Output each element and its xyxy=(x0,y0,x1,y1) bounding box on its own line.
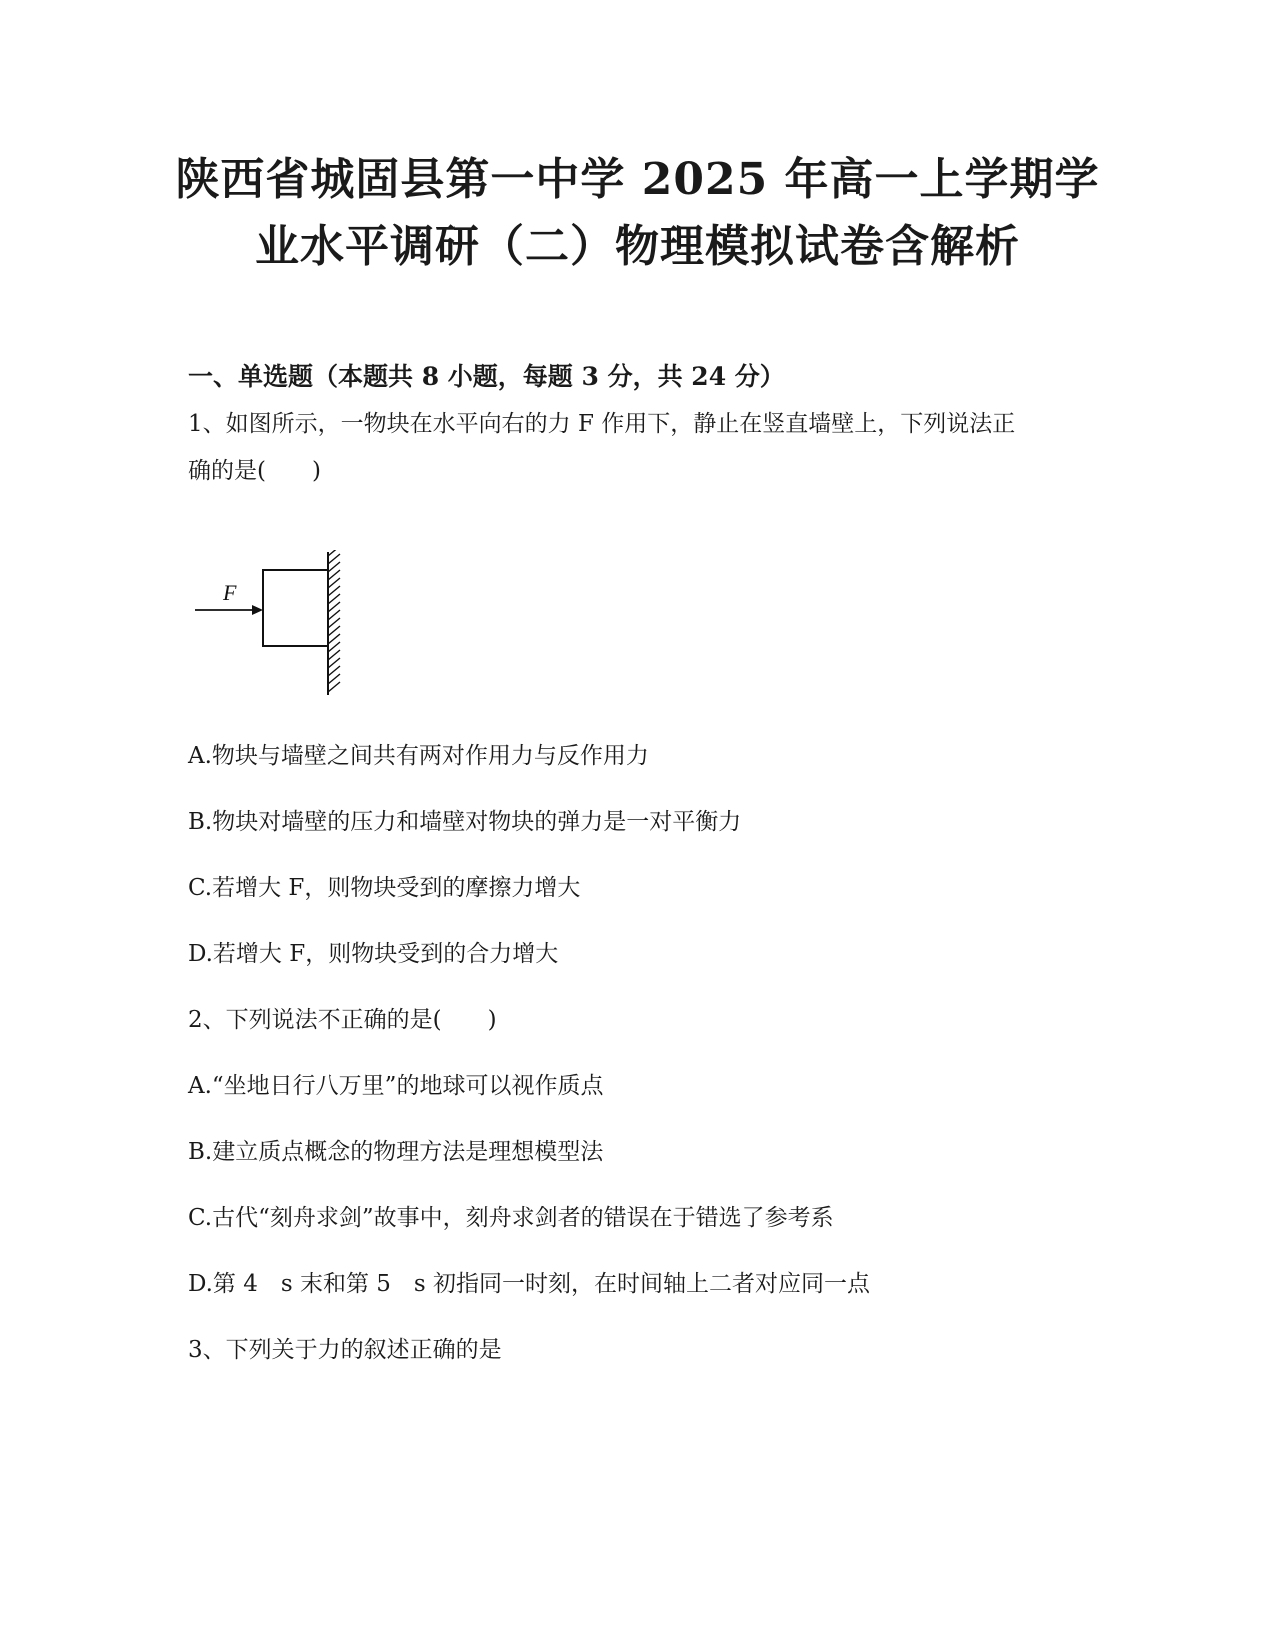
force-label: F xyxy=(223,580,237,605)
q2-option-c: C.古代“刻舟求剑”故事中，刻舟求剑者的错误在于错选了参考系 xyxy=(188,1205,834,1231)
q1-force-diagram xyxy=(195,550,355,700)
q1-option-d: D.若增大 F，则物块受到的合力增大 xyxy=(188,941,559,967)
force-arrow-head xyxy=(252,605,263,615)
q1-stem-line-1: 1、如图所示，一物块在水平向右的力 F 作用下，静止在竖直墙壁上，下列说法正 xyxy=(188,411,1016,437)
section-heading: 一、单选题（本题共 8 小题，每题 3 分，共 24 分） xyxy=(188,362,785,391)
q1-option-b: B.物块对墙壁的压力和墙壁对物块的弹力是一对平衡力 xyxy=(188,809,742,835)
q2-stem: 2、下列说法不正确的是( ) xyxy=(188,1007,497,1033)
wall-hatching xyxy=(328,550,340,692)
q1-option-c: C.若增大 F，则物块受到的摩擦力增大 xyxy=(188,875,581,901)
q3-stem: 3、下列关于力的叙述正确的是 xyxy=(188,1337,502,1363)
q2-option-a: A.“坐地日行八万里”的地球可以视作质点 xyxy=(188,1073,604,1099)
q2-option-b: B.建立质点概念的物理方法是理想模型法 xyxy=(188,1139,604,1165)
q2-option-d: D.第 4 s 末和第 5 s 初指同一时刻，在时间轴上二者对应同一点 xyxy=(188,1271,871,1297)
document-title-line-1: 陕西省城固县第一中学 2025 年高一上学期学 xyxy=(175,154,1100,205)
block-rect xyxy=(263,570,328,646)
q1-stem-line-2: 确的是( ) xyxy=(188,458,321,484)
document-title-line-2: 业水平调研（二）物理模拟试卷含解析 xyxy=(255,221,1020,272)
q1-option-a: A.物块与墙壁之间共有两对作用力与反作用力 xyxy=(188,743,649,769)
